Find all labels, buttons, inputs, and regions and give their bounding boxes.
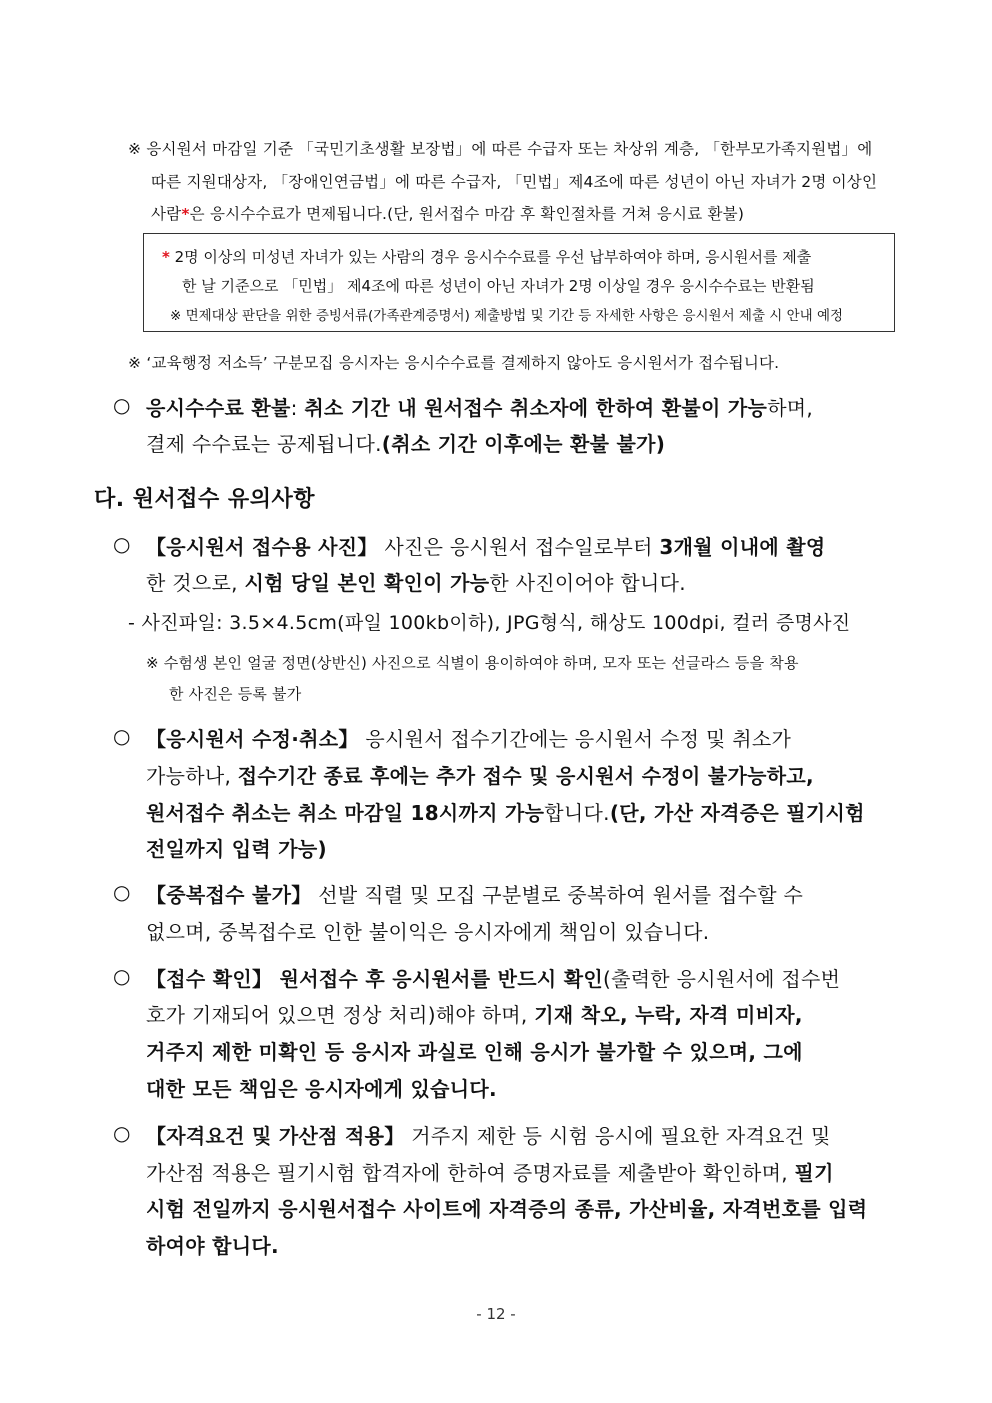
confirm-line-2	[146, 999, 803, 1028]
text: 선발 직렬 및 모집 구분별로 중복하여 원서를 접수할 수	[311, 883, 804, 907]
photo-line-2	[146, 567, 686, 596]
photo-spec-line: - 사진파일: 3.5×4.5cm(파일 100kb이하), JPG형식, 해상도 100dpi, 컬러 증명사진	[128, 612, 851, 634]
duplicate-title: 【중복접수 불가】	[146, 883, 312, 907]
exemption-note-line-2: 따른 지원대상자, 「장애인연금법」에 따른 수급자, 「민법」제4조에 따른 성년이 아닌 자녀가 2명 이상인	[151, 173, 878, 191]
text: 합니다.	[544, 801, 610, 825]
confirm-line-1	[146, 963, 840, 992]
modify-line-1	[146, 723, 791, 752]
low-income-note: ※ ‘교육행정 저소득’ 구분모집 응시자는 응시수수료를 결제하지 않아도 응시원서가 접수됩니다.	[128, 354, 780, 372]
text: 한 사진이어야 합니다.	[489, 571, 686, 595]
page-number: - 12 -	[476, 1305, 516, 1323]
bold-text: 시험 당일 본인 확인이 가능	[244, 571, 490, 595]
qualify-line-1	[146, 1120, 831, 1149]
box-line-3: ※ 면제대상 판단을 위한 증빙서류(가족관계증명서) 제출방법 및 기간 등 자세한 사항은 응시원서 제출 시 안내 예정	[170, 308, 844, 324]
text: 사진은 응시원서 접수일로부터	[377, 535, 660, 559]
text: 한 것으로,	[146, 571, 245, 595]
box-text: 2명 이상의 미성년 자녀가 있는 사람의 경우 응시수수료를 우선 납부하여야 하며, 응시원서를 제출	[169, 248, 812, 266]
confirm-line-4: 대한 모든 책임은 응시자에게 있습니다.	[146, 1077, 497, 1101]
box-line-2: 한 날 기준으로 「민법」 제4조에 따른 성년이 아닌 자녀가 2명 이상일 경우 응시수수료는 반환됨	[182, 277, 815, 295]
confirm-line-3: 거주지 제한 미확인 등 응시자 과실로 인해 응시가 불가할 수 있으며, 그에	[146, 1040, 803, 1064]
circle-bullet-icon: ○	[113, 532, 131, 556]
refund-line-1	[146, 392, 813, 421]
text: 하며,	[767, 396, 814, 420]
modify-line-4: 전일까지 입력 가능)	[146, 837, 327, 861]
text: (출력한 응시원서에 접수번	[602, 967, 841, 991]
refund-title: 응시수수료 환불	[146, 396, 291, 420]
photo-note-line-2: 한 사진은 등록 불가	[169, 685, 302, 703]
modify-line-3	[146, 797, 865, 826]
section-heading: 다. 원서접수 유의사항	[94, 487, 315, 512]
circle-bullet-icon: ○	[113, 880, 131, 904]
photo-line-1	[146, 531, 826, 560]
red-asterisk: *	[162, 248, 170, 266]
qualify-line-2	[146, 1157, 834, 1186]
bold-text: 필기	[794, 1161, 834, 1185]
text: 가산점 적용은 필기시험 합격자에 한하여 증명자료를 제출받아 확인하며,	[146, 1161, 795, 1185]
modify-title: 【응시원서 수정·취소】	[146, 727, 359, 751]
bold-text: 3개월 이내에 촬영	[659, 535, 826, 559]
bold-text: (단, 가산 자격증은 필기시험	[609, 801, 865, 825]
qualify-title: 【자격요건 및 가산점 적용】	[146, 1124, 405, 1148]
text: 결제 수수료는 공제됩니다.	[146, 432, 382, 456]
text: 호가 기재되어 있으면 정상 처리)해야 하며,	[146, 1003, 535, 1027]
note-text: 사람	[151, 205, 182, 223]
qualify-line-3: 시험 전일까지 응시원서접수 사이트에 자격증의 종류, 가산비율, 자격번호를 입력	[146, 1197, 868, 1221]
confirm-title: 【접수 확인】 원서접수 후 응시원서를 반드시 확인	[146, 967, 603, 991]
bold-text: 접수기간 종료 후에는 추가 접수 및 응시원서 수정이 불가능하고,	[237, 764, 814, 788]
circle-bullet-icon: ○	[113, 1121, 131, 1145]
exemption-note-line-1: ※ 응시원서 마감일 기준 「국민기초생활 보장법」에 따른 수급자 또는 차상위 계층, 「한부모가족지원법」에	[128, 140, 873, 158]
qualify-line-4: 하여야 합니다.	[146, 1234, 279, 1258]
red-asterisk: *	[181, 205, 190, 223]
text: 거주지 제한 등 시험 응시에 필요한 자격요건 및	[404, 1124, 831, 1148]
refund-bold-text: (취소 기간 이후에는 환불 불가)	[381, 432, 666, 456]
duplicate-line-1	[146, 879, 803, 908]
text: :	[290, 396, 305, 420]
circle-bullet-icon: ○	[113, 393, 131, 417]
bold-text: 기재 착오, 누락, 자격 미비자,	[534, 1003, 803, 1027]
photo-note-line-1: ※ 수험생 본인 얼굴 정면(상반신) 사진으로 식별이 용이하여야 하며, 모자 또는 선글라스 등을 착용	[146, 654, 799, 672]
duplicate-line-2: 없으며, 중복접수로 인한 불이익은 응시자에게 책임이 있습니다.	[146, 920, 710, 944]
circle-bullet-icon: ○	[113, 964, 131, 988]
box-line-1	[162, 246, 811, 267]
text: 가능하나,	[146, 764, 238, 788]
refund-bold-text: 취소 기간 내 원서접수 취소자에 한하여 환불이 가능	[304, 396, 768, 420]
text: 응시원서 접수기간에는 응시원서 수정 및 취소가	[358, 727, 792, 751]
note-text: 은 응시수수료가 면제됩니다.(단, 원서접수 마감 후 확인절차를 거쳐 응시료 환불)	[189, 205, 745, 223]
circle-bullet-icon: ○	[113, 724, 131, 748]
bold-text: 원서접수 취소는 취소 마감일 18시까지 가능	[146, 801, 545, 825]
child-exemption-box	[143, 233, 895, 332]
modify-line-2	[146, 760, 814, 789]
refund-line-2	[146, 428, 665, 457]
photo-title: 【응시원서 접수용 사진】	[146, 535, 378, 559]
exemption-note-line-3	[151, 202, 744, 224]
